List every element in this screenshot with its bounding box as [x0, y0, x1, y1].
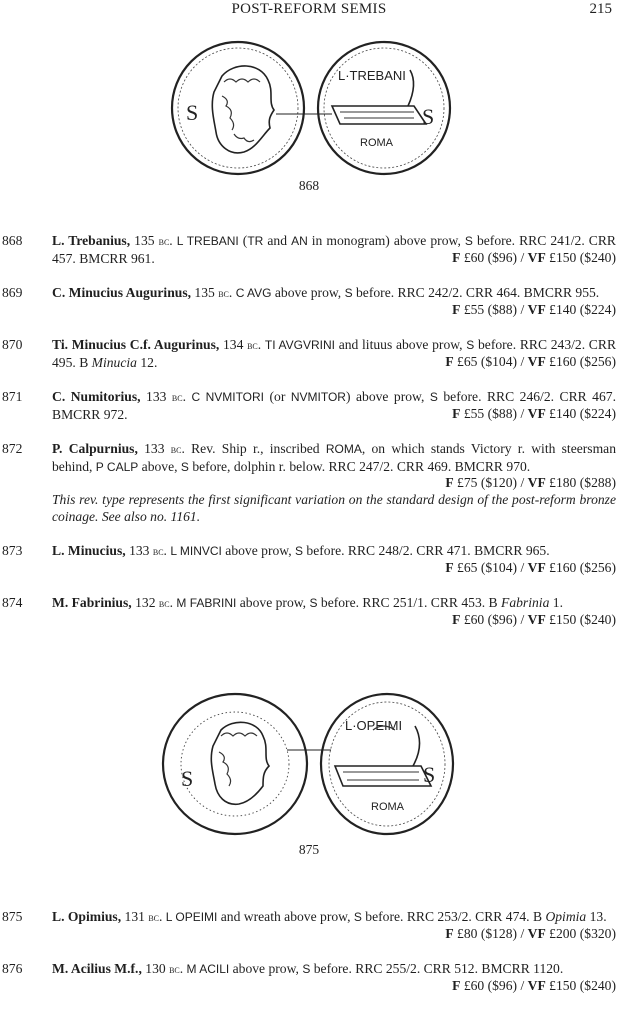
reverse-coin: [321, 694, 453, 834]
figure-caption: 875: [298, 842, 320, 857]
moneyer-name: L. Trebanius,: [52, 233, 131, 248]
entry-number: 869: [2, 285, 23, 300]
price-line: F £60 ($96) / VF £150 ($240): [452, 612, 616, 627]
coin-legend: TI AVGVRINI: [264, 338, 335, 352]
reverse-legend-bottom: ROMA: [371, 801, 404, 813]
reverse-s-mark: S: [422, 104, 435, 129]
reverse-legend-top: L·TREBANI: [338, 68, 406, 83]
price-line: F £55 ($88) / VF £140 ($224): [452, 302, 616, 317]
coin-legend: ROMA: [325, 442, 362, 456]
price-line: F £65 ($104) / VF £160 ($256): [445, 560, 616, 575]
coin-legend: L TREBANI: [176, 234, 239, 248]
moneyer-name: M. Fabrinius,: [52, 595, 132, 610]
coin-figure-875: [0, 690, 618, 858]
running-header: [0, 0, 618, 20]
coin-illustration-868: [164, 36, 454, 178]
coin-legend: C AVG: [235, 286, 272, 300]
entry-number: 871: [2, 389, 23, 404]
price-line: F £75 ($120) / VF £180 ($288): [445, 475, 616, 490]
moneyer-name: C. Numitorius,: [52, 389, 141, 404]
moneyer-name: M. Acilius M.f.,: [52, 961, 142, 976]
coin-legend: L OPEIMI: [165, 910, 218, 924]
moneyer-name: C. Minucius Augurinus,: [52, 285, 192, 300]
obverse-coin: [172, 42, 304, 174]
entry-number: 873: [2, 543, 23, 558]
obverse-s-mark: S: [186, 100, 199, 125]
moneyer-name: Ti. Minucius C.f. Augurinus,: [52, 337, 220, 352]
running-title: POST-REFORM SEMIS: [231, 1, 387, 17]
price-line: F £55 ($88) / VF £140 ($224): [452, 406, 616, 421]
coin-legend: C NVMITORI: [191, 390, 265, 404]
moneyer-name: L. Opimius,: [52, 909, 122, 924]
entry-note: This rev. type represents the first significant variation on the standard design of the post-reform bronze coinage. See also no. 1161.: [52, 492, 616, 524]
price-line: F £60 ($96) / VF £150 ($240): [452, 250, 616, 265]
obverse-s-mark: S: [181, 766, 194, 791]
entry-number: 872: [2, 441, 23, 456]
figure-caption: 868: [298, 178, 320, 193]
entry-number: 868: [2, 233, 23, 248]
coin-figure-868: [0, 36, 618, 194]
reverse-coin: [318, 42, 450, 174]
entry-number: 874: [2, 595, 23, 610]
moneyer-name: P. Calpurnius,: [52, 441, 138, 456]
reverse-legend-bottom: ROMA: [360, 137, 393, 149]
entry-number: 870: [2, 337, 23, 352]
reverse-legend-top: L·OPEIMI: [345, 718, 403, 733]
coin-legend: M ACILI: [186, 962, 230, 976]
moneyer-name: L. Minucius,: [52, 543, 126, 558]
price-line: F £65 ($104) / VF £160 ($256): [445, 354, 616, 369]
page-number: 215: [589, 1, 612, 17]
reverse-s-mark: S: [423, 762, 436, 787]
coin-legend: M FABRINI: [176, 596, 237, 610]
obverse-coin: [163, 694, 307, 834]
coin-illustration-875: [159, 690, 459, 836]
coin-legend: L MINVCI: [170, 544, 222, 558]
entry-number: 875: [2, 909, 23, 924]
price-line: F £60 ($96) / VF £150 ($240): [452, 978, 616, 993]
entry-number: 876: [2, 961, 23, 976]
price-line: F £80 ($128) / VF £200 ($320): [445, 926, 616, 941]
